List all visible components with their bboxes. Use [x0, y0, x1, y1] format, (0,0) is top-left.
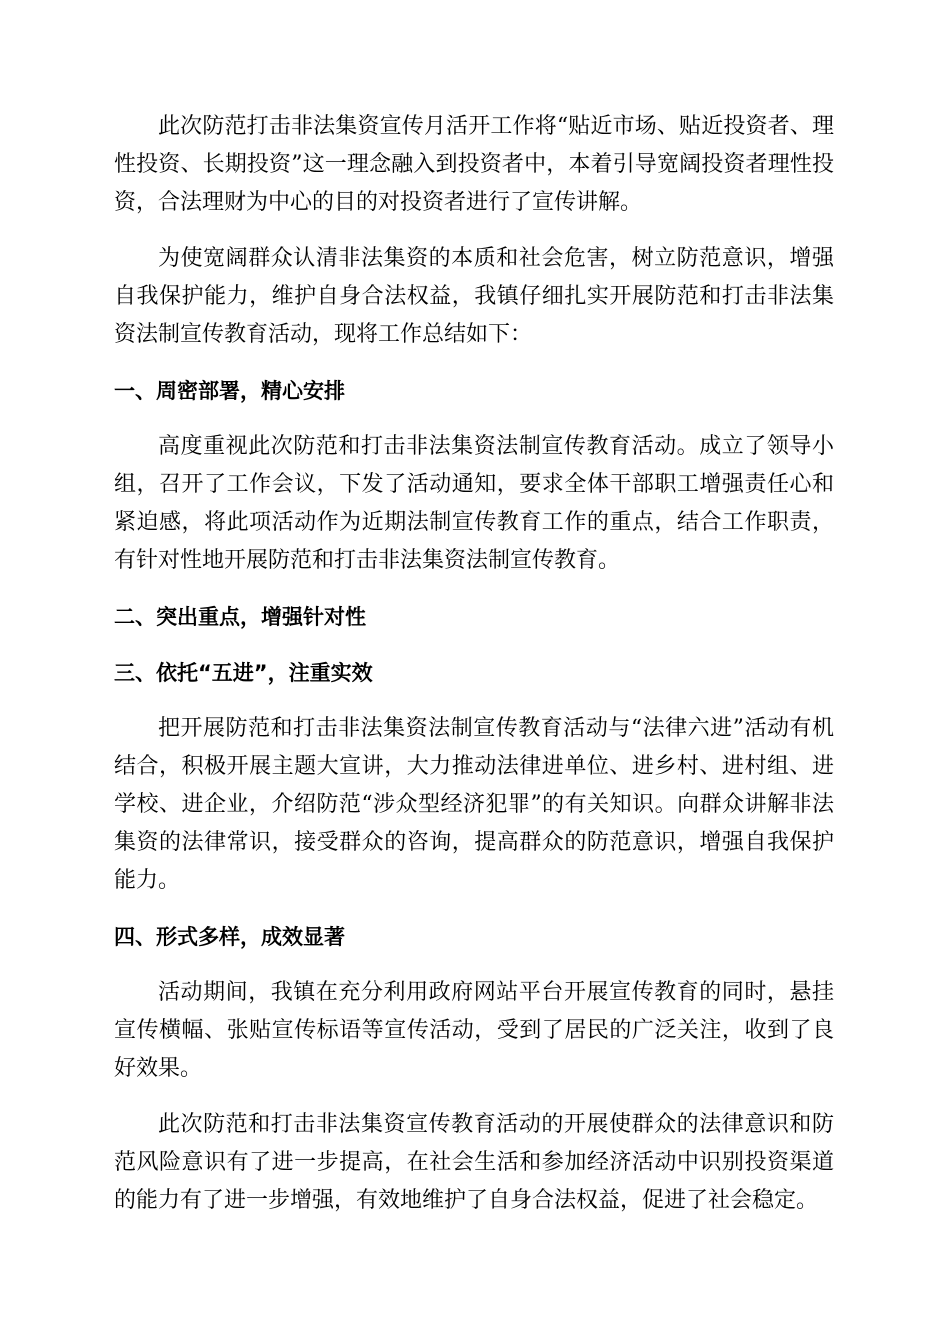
section-heading-3: 三、依托“五进”，注重实效 — [114, 661, 373, 685]
section-heading-4: 四、形式多样，成效显著 — [114, 925, 345, 949]
paragraph-section-3: 把开展防范和打击非法集资法制宣传教育活动与“法律六进”活动有机结合，积极开展主题大宣讲，大力推动法律进单位、进乡村、进村组、进学校、进企业，介绍防范“涉众型经济犯罪”的有关知识。向群众讲解非法集资的法律常识，接受群众的咨询，提高群众的防范意识，增强自我保护能力。 — [114, 716, 834, 893]
section-heading-2: 二、突出重点，增强针对性 — [114, 605, 366, 629]
paragraph-purpose: 为使宽阔群众认清非法集资的本质和社会危害，树立防范意识，增强自我保护能力，维护自身合法权益，我镇仔细扎实开展防范和打击非法集资法制宣传教育活动，现将工作总结如下： — [114, 246, 834, 347]
paragraph-conclusion: 此次防范和打击非法集资宣传教育活动的开展使群众的法律意识和防范风险意识有了进一步提高，在社会生活和参加经济活动中识别投资渠道的能力有了进一步增强，有效地维护了自身合法权益，促进了社会稳定。 — [114, 1112, 834, 1213]
paragraph-intro: 此次防范打击非法集资宣传月活开工作将“贴近市场、贴近投资者、理性投资、长期投资”这一理念融入到投资者中，本着引导宽阔投资者理性投资，合法理财为中心的目的对投资者进行了宣传讲解。 — [114, 114, 834, 215]
document-body — [114, 108, 834, 1238]
paragraph-section-1: 高度重视此次防范和打击非法集资法制宣传教育活动。成立了领导小组，召开了工作会议，下发了活动通知，要求全体干部职工增强责任心和紧迫感，将此项活动作为近期法制宣传教育工作的重点，结合工作职责，有针对性地开展防范和打击非法集资法制宣传教育。 — [114, 434, 834, 573]
paragraph-section-4: 活动期间，我镇在充分利用政府网站平台开展宣传教育的同时，悬挂宣传横幅、张贴宣传标语等宣传活动，受到了居民的广泛关注，收到了良好效果。 — [114, 980, 834, 1081]
section-heading-1: 一、周密部署，精心安排 — [114, 379, 345, 403]
